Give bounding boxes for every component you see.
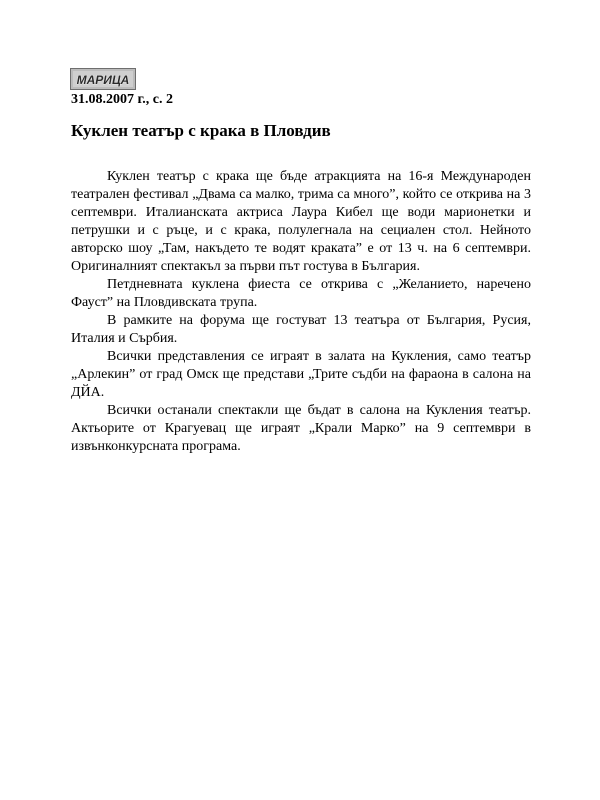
paragraph: В рамките на форума ще гостуват 13 театъра от България, Русия, Италия и Сърбия. [71, 313, 531, 346]
logo-lettering: МАРИЦА [76, 73, 130, 87]
article-title: Куклен театър с крака в Пловдив [71, 121, 331, 140]
paragraph: Петдневната куклена фиеста се открива с „Желанието, наречено Фауст” на Пловдивската трупа. [71, 277, 531, 310]
newspaper-logo [70, 68, 136, 90]
source-date-line: 31.08.2007 г., с. 2 [71, 92, 173, 107]
paragraph: Куклен театър с крака ще бъде атракцията на 16-я Международен театрален фестивал „Двама са малко, трима са много”, който се открива на 3 септември. Италианската актриса Лаура Кибел ще води марионетки и петрушки и с ръце, и с крака, полулегнала на сециален стол. Нейното авторско шоу „Там, накъдето те водят краката” е от 13 ч. на 6 септември. Оригиналният спектакъл за първи път гостува в България. [71, 169, 531, 274]
paragraph: Всички представления се играят в залата на Кукления, само театър „Арлекин” от град Омск ще представи „Трите съдби на фараона в салона на ДЙА. [71, 349, 531, 400]
paragraph: Всички останали спектакли ще бъдат в салона на Кукления театър. Актьорите от Крагуевац ще играят „Крали Марко” на 9 септември в извънконкурсната програма. [71, 403, 531, 454]
article-body [71, 168, 531, 456]
